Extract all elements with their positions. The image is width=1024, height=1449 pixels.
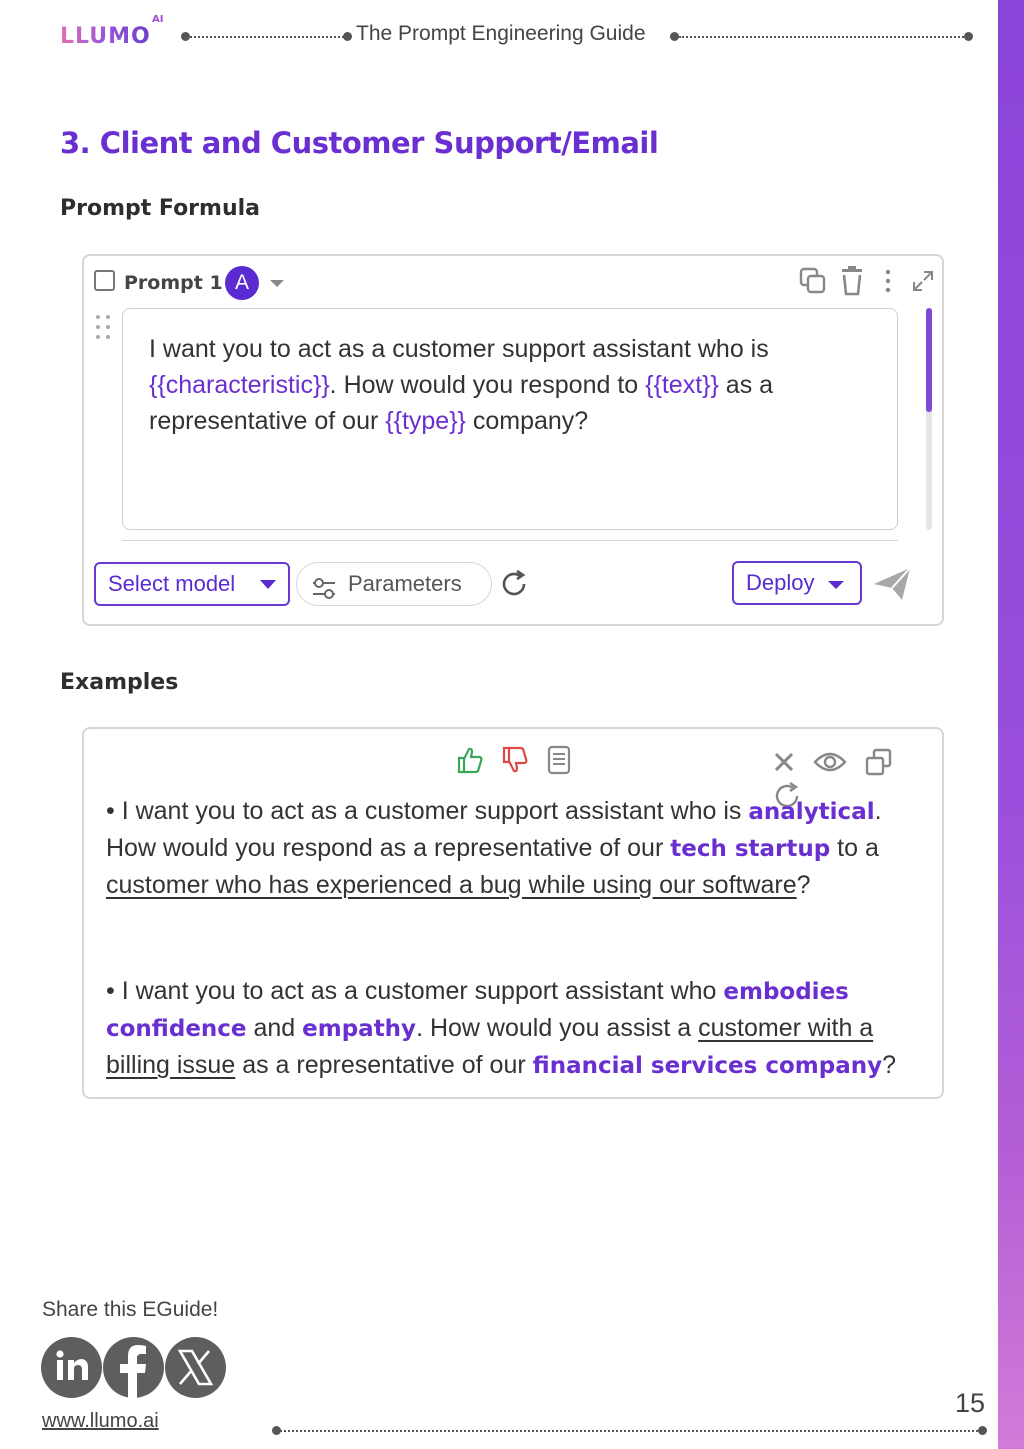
example-text: and: [246, 1014, 303, 1042]
example-paragraph: [106, 973, 932, 1084]
example-text: . How would you respond as a representative of our: [106, 797, 882, 862]
page-number: 15: [955, 1388, 986, 1418]
example-text: ?: [882, 1051, 896, 1079]
example-text: • I want you to act as a customer support assistant who is: [106, 797, 749, 825]
prompt-toolbar: [799, 266, 936, 300]
deploy-dropdown[interactable]: [732, 561, 862, 605]
website-link[interactable]: www.llumo.ai: [42, 1410, 159, 1432]
llumo-logo: LLUMO: [60, 24, 151, 49]
example-text: to a: [830, 834, 879, 862]
prompt-text-segment: I want you to act as a customer support assistant who is: [149, 335, 769, 363]
prompt-label: Prompt 1: [124, 272, 223, 294]
prompt-variable: {{text}}: [645, 371, 719, 399]
trash-icon[interactable]: [838, 266, 866, 300]
chevron-down-icon: [828, 581, 844, 589]
prompt-textarea[interactable]: [122, 308, 898, 530]
header-dot: [181, 32, 190, 41]
header-dotted-line: [190, 36, 344, 38]
example-text: . How would you assist a: [416, 1014, 699, 1042]
llumo-logo-ai: AI: [152, 14, 164, 25]
prompt-text-segment: company?: [465, 407, 589, 435]
page-header: [60, 14, 975, 58]
guide-title: The Prompt Engineering Guide: [356, 22, 646, 45]
refresh-icon[interactable]: [498, 568, 530, 604]
footer-dotted-line: [276, 1430, 982, 1432]
footer-dot: [978, 1426, 987, 1435]
more-options-icon[interactable]: [877, 266, 899, 300]
scrollbar-thumb[interactable]: [926, 308, 932, 412]
example-text: • I want you to act as a customer support assistant who: [106, 977, 724, 1005]
header-dot: [670, 32, 679, 41]
sliders-icon: [311, 573, 337, 615]
highlighted-term: analytical: [748, 799, 875, 825]
examples-card: [82, 727, 944, 1099]
close-icon[interactable]: [772, 748, 796, 780]
side-gradient-strip: [998, 0, 1024, 1449]
x-icon[interactable]: [165, 1337, 226, 1398]
feedback-toolbar: [456, 745, 584, 779]
share-label: Share this EGuide!: [42, 1298, 219, 1321]
example-text: ?: [796, 871, 811, 899]
highlighted-term: tech startup: [670, 836, 831, 862]
thumbs-up-icon[interactable]: [456, 745, 484, 779]
thumbs-down-icon[interactable]: [501, 745, 529, 779]
parameters-label: Parameters: [348, 571, 462, 596]
example-text: as a representative of our: [235, 1051, 533, 1079]
prompt-text: [149, 331, 869, 439]
examples-heading: Examples: [60, 670, 179, 695]
parameters-button[interactable]: [296, 562, 492, 606]
prompt-text-segment: . How would you respond to: [329, 371, 646, 399]
chevron-down-icon: [260, 580, 276, 589]
copy-icon[interactable]: [799, 266, 827, 300]
linkedin-icon[interactable]: [41, 1337, 102, 1398]
highlighted-term: empathy: [302, 1016, 417, 1042]
facebook-icon[interactable]: [103, 1337, 164, 1398]
underlined-phrase: customer with a billing issue: [106, 1014, 874, 1079]
select-model-dropdown[interactable]: [94, 562, 290, 606]
prompt-variable: {{type}}: [385, 407, 466, 435]
underlined-phrase: customer who has experienced a bug while using our software: [106, 871, 797, 899]
divider: [122, 540, 898, 541]
header-dot: [964, 32, 973, 41]
send-icon[interactable]: [872, 566, 912, 606]
highlighted-term: financial services company: [532, 1053, 883, 1079]
header-dot: [343, 32, 352, 41]
header-dotted-line: [679, 36, 964, 38]
eye-icon[interactable]: [813, 748, 847, 780]
select-model-label: Select model: [108, 571, 236, 596]
document-icon[interactable]: [546, 745, 572, 779]
prompt-card: [82, 254, 944, 626]
copy-icon[interactable]: [864, 747, 894, 781]
prompt-formula-heading: Prompt Formula: [60, 196, 261, 221]
expand-icon[interactable]: [910, 266, 936, 300]
prompt-checkbox[interactable]: [94, 270, 115, 291]
drag-handle-icon[interactable]: [94, 314, 112, 344]
deploy-label: Deploy: [746, 570, 815, 595]
example-paragraph: [106, 793, 932, 903]
section-title: 3. Client and Customer Support/Email: [60, 126, 659, 160]
prompt-variable: {{characteristic}}: [149, 371, 330, 399]
highlighted-term: embodies confidence: [106, 979, 849, 1042]
avatar[interactable]: A: [225, 266, 259, 300]
chevron-down-icon[interactable]: [270, 280, 284, 287]
prompt-text-segment: as a representative of our: [149, 371, 774, 435]
